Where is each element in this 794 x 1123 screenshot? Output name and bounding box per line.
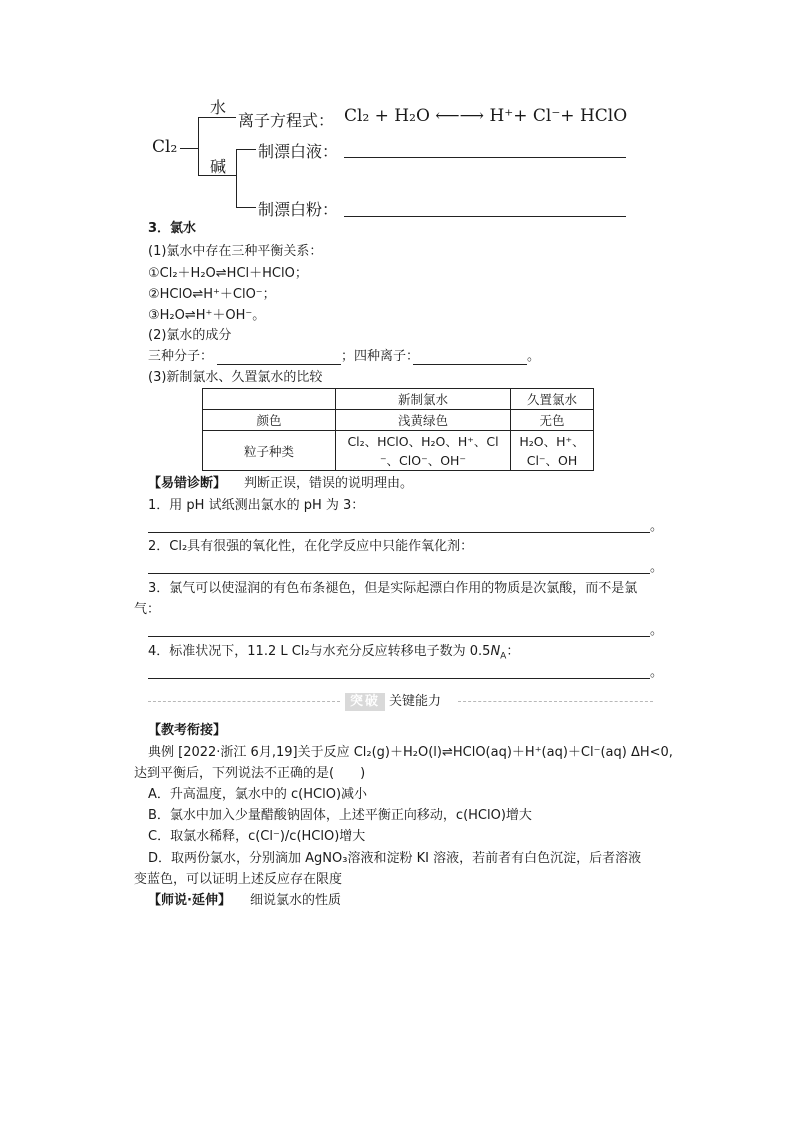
main-vertical-bracket: [198, 117, 199, 176]
row-color-label: 颜色: [203, 410, 336, 431]
comparison-table: [202, 388, 594, 471]
root-connector: [180, 148, 199, 149]
ions-label: ；四种离子：: [341, 349, 420, 364]
q4-colon: ：: [506, 644, 520, 659]
question-4: [148, 643, 519, 666]
branch-label-water: 水: [210, 98, 227, 117]
q1-answer-line: [148, 532, 650, 533]
q2-answer-line: [148, 573, 650, 574]
banner-tag: 突破: [345, 693, 385, 711]
option-d-line2: 变蓝色，可以证明上述反应存在限度: [134, 872, 343, 887]
teaching-heading: 【教考衔接】: [148, 723, 227, 738]
molecules-answer-line: [217, 364, 341, 365]
row-color-fresh: 浅黄绿色: [336, 410, 511, 431]
branch-label-base: 碱: [210, 157, 227, 176]
example-line2: 达到平衡后，下列说法不正确的是( ): [134, 766, 366, 781]
row-particles-fresh: [336, 431, 511, 471]
sub-vertical-bracket: [236, 149, 237, 207]
bleach-liquid-answer-line: [344, 157, 626, 158]
section-banner: [148, 690, 653, 714]
diagnosis-heading: 【易错诊断】: [148, 476, 227, 491]
banner-dash-left: [148, 701, 340, 702]
question-2: 2．Cl₂具有很强的氧化性，在化学反应中只能作氧化剂：: [148, 539, 474, 554]
extension-heading: 【师说·延伸】: [148, 893, 231, 908]
banner-dash-right: [458, 701, 653, 702]
table-header-empty: [203, 389, 336, 410]
diagnosis-instruction: 判断正误，错误的说明理由。: [244, 476, 414, 491]
equilibria-title: (1)氯水中存在三种平衡关系：: [148, 244, 323, 259]
row-particles-aged: [511, 431, 594, 471]
banner-title: 关键能力: [389, 694, 442, 709]
q3-answer-line: [148, 636, 650, 637]
option-d-line1: D．取两份氯水，分别滴加 AgNO₃溶液和淀粉 KI 溶液，若前者有白色沉淀，后者溶液: [148, 851, 642, 866]
row-color-aged: 无色: [511, 410, 594, 431]
question-1: 1．用 pH 试纸测出氯水的 pH 为 3：: [148, 498, 365, 513]
ionic-equation-label: 离子方程式：: [238, 111, 335, 130]
bleach-powder-label: 制漂白粉：: [258, 200, 339, 219]
section-heading: 3．氯水: [148, 221, 197, 236]
row-particles-label: 粒子种类: [203, 431, 336, 471]
particles-aged-line2: Cl⁻、OH: [526, 452, 578, 468]
table-row-color: [203, 410, 594, 431]
option-c: C．取氯水稀释，c(Cl⁻)/c(HClO)增大: [148, 829, 366, 844]
equilibrium-3: ③H₂O⇌H⁺＋OH⁻。: [148, 308, 266, 323]
q4-variable: N: [490, 644, 501, 659]
table-header-row: [203, 389, 594, 410]
particles-fresh-line1: Cl₂、HClO、H₂O、H⁺、Cl: [347, 433, 499, 449]
comparison-title: (3)新制氯水、久置氯水的比较: [148, 370, 323, 385]
composition-title: (2)氯水的成分: [148, 328, 232, 343]
equilibrium-2: ②HClO⇌H⁺＋ClO⁻；: [148, 287, 276, 302]
table-header-aged: 久置氯水: [511, 389, 594, 410]
question-3-line2: 气：: [134, 602, 161, 617]
q4-subscript: A: [500, 651, 507, 662]
q4-answer-line: [148, 678, 650, 679]
ions-answer-line: [413, 364, 527, 365]
bleach-powder-answer-line: [344, 216, 626, 217]
q3-period: 。: [650, 623, 664, 638]
extension-text: 细说氯水的性质: [250, 893, 342, 908]
q1-period: 。: [650, 519, 664, 534]
option-b: B．氯水中加入少量醋酸钠固体，上述平衡正向移动，c(HClO)增大: [148, 808, 532, 823]
table-row-particles: [203, 431, 594, 471]
molecules-label: 三种分子：: [148, 349, 214, 364]
equilibrium-1: ①Cl₂＋H₂O⇌HCl＋HClO；: [148, 266, 308, 281]
bleach-powder-tick: [236, 207, 256, 208]
particles-aged-line1: H₂O、H⁺、: [519, 433, 585, 449]
example-line1: 典例 [2022·浙江 6月,19]关于反应 Cl₂(g)＋H₂O(l)⇌HClO(aq)＋H⁺(aq)＋Cl⁻(aq) ΔH<0,: [148, 745, 673, 760]
diagram-root-cl2: Cl₂: [152, 137, 178, 157]
particles-fresh-line2: ⁻、ClO⁻、OH⁻: [379, 452, 467, 468]
q4-period: 。: [650, 665, 664, 680]
option-a: A．升高温度，氯水中的 c(HClO)减小: [148, 787, 368, 802]
table-header-fresh: 新制氯水: [336, 389, 511, 410]
bleach-liquid-tick: [236, 149, 256, 150]
q2-period: 。: [650, 560, 664, 575]
question-3-line1: 3．氯气可以使湿润的有色布条褪色，但是实际起漂白作用的物质是次氯酸，而不是氯: [148, 581, 638, 596]
ions-end-mark: 。: [527, 349, 541, 364]
q4-text: 4．标准状况下，11.2 L Cl₂与水充分反应转移电子数为 0.5: [148, 644, 491, 659]
ionic-equation: Cl₂ + H₂O ⟵⟶ H⁺+ Cl⁻+ HClO: [344, 106, 628, 126]
bleach-liquid-label: 制漂白液：: [258, 142, 339, 161]
